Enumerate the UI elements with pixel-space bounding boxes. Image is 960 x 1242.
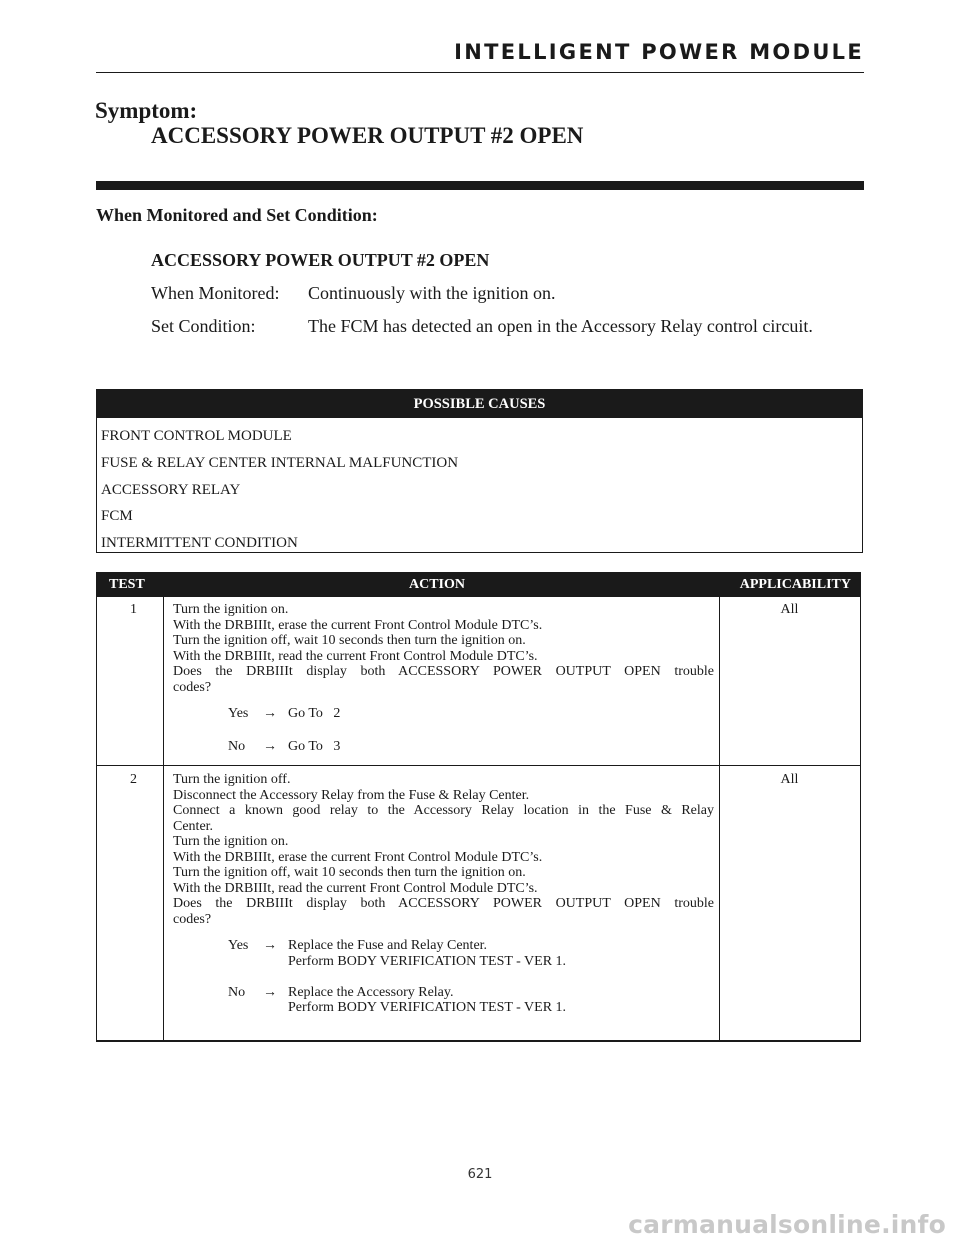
- possible-causes-list: [97, 418, 862, 557]
- cause-item: FUSE & RELAY CENTER INTERNAL MALFUNCTION: [101, 454, 459, 471]
- branch-subtext: Perform BODY VERIFICATION TEST - VER 1.: [288, 1000, 567, 1015]
- section-title: INTELLIGENT POWER MODULE: [454, 40, 864, 64]
- when-monitored-line: [151, 283, 556, 304]
- symptom-name: ACCESSORY POWER OUTPUT #2 OPEN: [151, 123, 584, 148]
- arrow-icon: →: [263, 706, 277, 721]
- header-test: TEST: [109, 577, 145, 592]
- branch-text: Go To 2: [288, 706, 341, 721]
- action-line: Disconnect the Accessory Relay from the Fuse & Relay Center.: [173, 787, 530, 803]
- set-condition-line: [151, 316, 813, 337]
- test-action: [173, 772, 714, 1015]
- when-monitored-code: ACCESSORY POWER OUTPUT #2 OPEN: [151, 250, 490, 270]
- cause-item: FRONT CONTROL MODULE: [101, 428, 292, 444]
- column-divider: [163, 597, 164, 1040]
- test-action: [173, 602, 714, 754]
- action-line: Turn the ignition off, wait 10 seconds then turn the ignition on.: [173, 865, 526, 880]
- header-applicability: APPLICABILITY: [739, 577, 851, 592]
- possible-causes-box: [96, 389, 863, 553]
- branch-yes: [173, 938, 714, 969]
- action-line: With the DRBIIIt, read the current Front Control Module DTC’s.: [173, 880, 538, 896]
- action-line: Turn the ignition on.: [173, 834, 289, 849]
- branch-text: Go To 3: [288, 738, 341, 754]
- action-line: With the DRBIIIt, erase the current Front Control Module DTC’s.: [173, 617, 543, 633]
- action-line: Turn the ignition on.: [173, 602, 289, 617]
- watermark: carmanualsonline.info: [628, 1210, 946, 1239]
- cause-item: FCM: [101, 508, 133, 525]
- symptom-divider: [96, 181, 864, 190]
- action-line: With the DRBIIIt, erase the current Front Control Module DTC’s.: [173, 849, 543, 865]
- test-table: [96, 572, 861, 1042]
- branch-label: No: [228, 738, 246, 754]
- arrow-icon: →: [263, 738, 277, 754]
- action-line: codes?: [173, 911, 212, 927]
- action-line: Does the DRBIIIt display both ACCESSORY POWER OUTPUT OPEN trouble: [173, 664, 714, 679]
- action-line: With the DRBIIIt, read the current Front Control Module DTC’s.: [173, 648, 538, 664]
- branch-no: [173, 739, 714, 755]
- arrow-icon: →: [263, 984, 277, 1000]
- action-line: Turn the ignition off, wait 10 seconds then turn the ignition on.: [173, 633, 526, 648]
- branch-yes: [173, 706, 714, 722]
- test-number: 1: [130, 602, 137, 617]
- arrow-icon: →: [263, 938, 277, 953]
- test-number: 2: [130, 772, 137, 787]
- action-line: codes?: [173, 679, 212, 695]
- action-line: Turn the ignition off.: [173, 772, 291, 787]
- symptom-label: Symptom:: [95, 98, 198, 123]
- action-line: Does the DRBIIIt display both ACCESSORY POWER OUTPUT OPEN trouble: [173, 896, 714, 911]
- branch-subtext: Perform BODY VERIFICATION TEST - VER 1.: [288, 953, 567, 969]
- branch-no: [173, 984, 714, 1015]
- when-monitored-value: Continuously with the ignition on.: [308, 283, 556, 303]
- action-line: Connect a known good relay to the Accessory Relay location in the Fuse & Relay: [173, 803, 714, 818]
- when-monitored-label: When Monitored:: [151, 283, 280, 303]
- row-divider: [97, 765, 860, 766]
- header-action: ACTION: [409, 577, 466, 592]
- branch-label: No: [228, 984, 246, 1000]
- test-table-header: [97, 573, 860, 597]
- branch-label: Yes: [228, 706, 249, 721]
- branch-text: Replace the Accessory Relay.: [288, 984, 454, 1000]
- action-line: Center.: [173, 818, 214, 834]
- test-applicability: All: [780, 772, 799, 787]
- branch-text: Replace the Fuse and Relay Center.: [288, 938, 488, 953]
- cause-item: ACCESSORY RELAY: [101, 481, 241, 498]
- page-number: 621: [467, 1167, 493, 1182]
- set-condition-value: The FCM has detected an open in the Accessory Relay control circuit.: [308, 316, 813, 336]
- column-divider: [719, 597, 720, 1040]
- possible-causes-header: POSSIBLE CAUSES: [97, 390, 862, 418]
- set-condition-label: Set Condition:: [151, 316, 256, 336]
- test-applicability: All: [780, 602, 799, 617]
- cause-item: INTERMITTENT CONDITION: [101, 535, 298, 552]
- title-rule: [96, 72, 864, 73]
- when-monitored-title: When Monitored and Set Condition:: [96, 205, 378, 225]
- branch-label: Yes: [228, 938, 249, 953]
